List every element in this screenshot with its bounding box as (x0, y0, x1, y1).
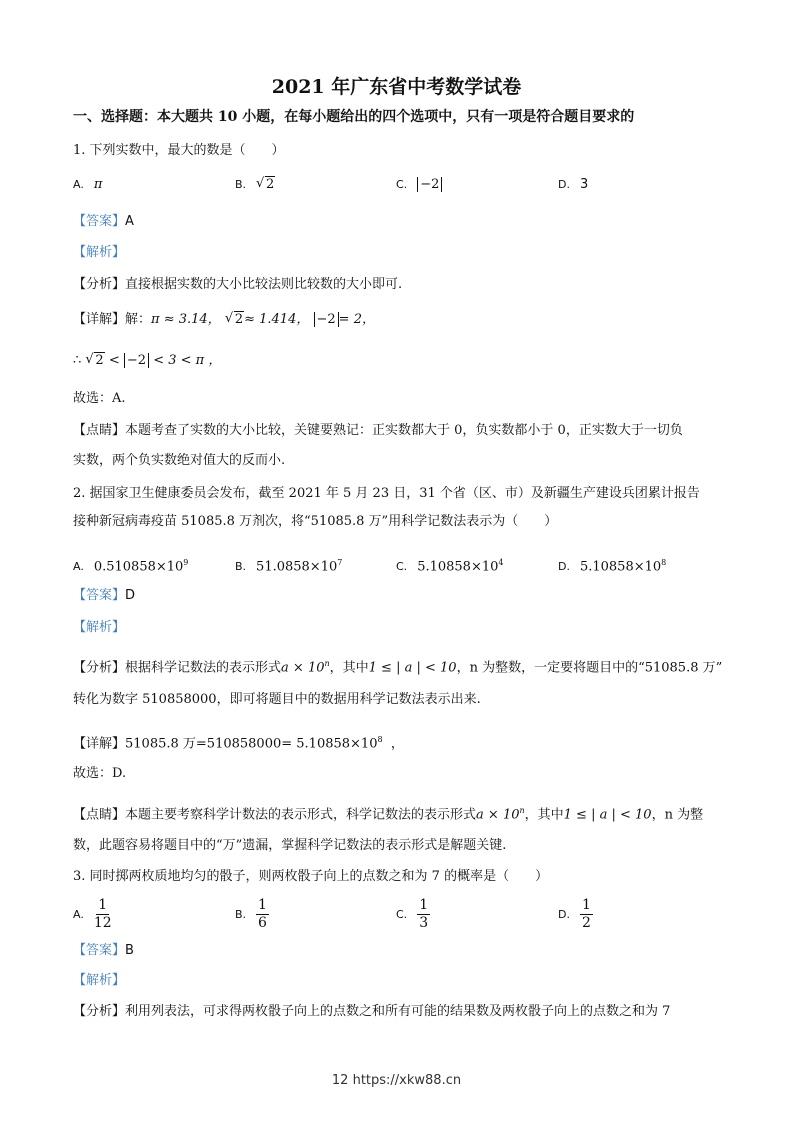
fenxi-text: 利用列表法，可求得两枚骰子向上的点数之和所有可能的结果数及两枚骰子向上的点数之和为 7 (125, 1004, 671, 1019)
fenxi-formula: a × 10 (281, 660, 325, 676)
q2-option-d-base: 5.10858×10 (579, 559, 662, 575)
q2-option-c-base: 5.10858×10 (417, 559, 499, 575)
q1-choose: 故选：A. (73, 391, 126, 406)
sqrt-two-ineq: √ 2 (85, 352, 104, 370)
xiangjie-abs: = 2， (338, 312, 375, 327)
q3-option-d-fraction (580, 897, 593, 932)
q3-option-c-fraction (417, 897, 430, 932)
q1-option-d-value: 3 (579, 177, 589, 192)
q2-dianjing-2: 数，此题容易将题目中的“万”遗漏，掌握科学记数法的表示形式是解题关键. (73, 838, 507, 853)
q1-option-b-value: 2 (266, 177, 275, 192)
sqrt-two: √ 2 (225, 311, 244, 329)
xiangjie-tag: 【详解】 (73, 736, 126, 752)
answer-tag: 【答案】 (73, 943, 126, 958)
dianjing-tag: 【点睛】 (73, 807, 126, 823)
q2-option-a[interactable] (73, 554, 188, 576)
q3-option-b-den: 6 (258, 915, 267, 931)
q3-option-b-num: 1 (258, 897, 267, 913)
xiangjie-tag: 【详解】 (73, 312, 126, 327)
fenxi-formula-exp: n (324, 659, 330, 668)
fenxi-text: 直接根据实数的大小比较法则比较数的大小即可. (125, 277, 403, 292)
fenxi-text-a: 根据科学记数法的表示形式 (125, 660, 282, 676)
dianjing-range: 1 ≤ | a | < 10 (563, 807, 652, 823)
q3-option-a-fraction (94, 897, 112, 932)
q3-option-a-num: 1 (98, 897, 108, 913)
fenxi-text-c: ，其中 (329, 660, 369, 676)
dianjing-text-a: 本题主要考察科学计数法的表示形式，科学记数法的表示形式 (125, 807, 477, 823)
q2-option-d-label: D. (558, 560, 570, 574)
xiangjie-pi: π ≈ 3.14， (151, 312, 221, 327)
q2-choose: 故选：D. (73, 766, 127, 781)
xiangjie-end: ， (390, 736, 404, 752)
dianjing-text-c: ，其中 (524, 807, 564, 823)
q2-xiangjie (73, 731, 404, 753)
fenxi-range: 1 ≤ | a | < 10 (368, 660, 457, 676)
therefore-end: < 3 < π ， (153, 353, 222, 368)
answer-value: A (125, 214, 134, 229)
q1-option-a-value: π (93, 177, 103, 192)
q2-option-b-exp: 7 (337, 558, 343, 567)
q3-answer (73, 942, 134, 960)
therefore-symbol: ∴ (73, 353, 82, 368)
page-footer[interactable]: 12 https://xkw88.cn (331, 1073, 462, 1088)
q1-xiangjie (73, 311, 375, 329)
q2-option-c[interactable] (396, 554, 503, 576)
q1-option-a-label: A. (73, 178, 84, 191)
q2-fenxi-2: 转化为数字 510858000，即可将题目中的数据用科学记数法表示出来. (73, 692, 481, 707)
q2-option-c-exp: 4 (498, 558, 504, 567)
analysis-tag: 【解析】 (73, 973, 126, 988)
answer-tag: 【答案】 (73, 588, 126, 603)
q1-option-d-label: D. (558, 178, 570, 191)
q3-option-d-den: 2 (581, 915, 591, 931)
q2-option-b-base: 51.0858×10 (256, 559, 338, 575)
q2-fenxi-1 (73, 655, 722, 677)
q3-option-b-label: B. (235, 908, 247, 921)
q2-option-d[interactable] (558, 554, 666, 576)
q2-stem-1: 2. 据国家卫生健康委员会发布，截至 2021 年 5 月 23 日，31 个省（区、市）及新疆生产建设兵团累计报告 (73, 486, 700, 501)
answer-value: B (125, 943, 134, 958)
q1-stem: 1. 下列实数中，最大的数是（ ） (73, 143, 285, 158)
fenxi-tag: 【分析】 (73, 1004, 126, 1019)
analysis-tag: 【解析】 (73, 620, 126, 635)
q1-dianjing-1 (73, 422, 683, 440)
dianjing-formula: a × 10 (476, 807, 520, 823)
q3-option-c-num: 1 (419, 897, 429, 913)
q2-option-b[interactable] (235, 554, 342, 576)
q1-therefore (73, 352, 221, 370)
q1-option-a[interactable] (73, 176, 102, 194)
q1-answer (73, 213, 134, 231)
analysis-tag: 【解析】 (73, 245, 126, 260)
q3-option-c-label: C. (396, 908, 408, 921)
dianjing-formula-exp: n (519, 806, 525, 815)
q3-option-a[interactable] (73, 897, 112, 932)
q2-option-a-exp: 9 (183, 558, 189, 567)
xiangjie-text: 51085.8 万=510858000 (125, 736, 282, 752)
q2-option-a-base: 0.510858×10 (93, 559, 184, 575)
section-heading: 一、选择题：本大题共 10 小题，在每小题给出的四个选项中，只有一项是符合题目要求的 (73, 109, 635, 125)
q3-option-a-den: 12 (93, 915, 112, 931)
q2-option-b-label: B. (235, 560, 247, 574)
q3-option-c[interactable] (396, 897, 430, 932)
xiangjie-sqrt2: ≈ 1.414， (244, 312, 310, 327)
q1-option-c-label: C. (396, 178, 408, 191)
q1-option-c-value: −2 (417, 177, 442, 192)
q3-fenxi (73, 1003, 670, 1021)
fenxi-tag: 【分析】 (73, 277, 126, 292)
q1-option-c[interactable] (396, 176, 442, 194)
q1-fenxi (73, 276, 402, 294)
q1-option-d[interactable] (558, 176, 588, 194)
q3-option-a-label: A. (73, 908, 84, 921)
q3-option-d[interactable] (558, 897, 593, 932)
q3-option-b-fraction (256, 897, 269, 932)
page-title: 2021 年广东省中考数学试卷 (271, 76, 522, 98)
xiangjie-pre: 解： (125, 312, 152, 327)
q1-option-b[interactable] (235, 176, 275, 194)
xiangjie-math: = 5.10858×10 (281, 736, 378, 752)
q1-option-b-sqrt (256, 176, 275, 194)
q3-option-d-num: 1 (581, 897, 591, 913)
q3-option-c-den: 3 (419, 915, 429, 931)
fenxi-text-e: ，n 为整数，一定要将题目中的“51085.8 万” (456, 660, 723, 676)
q2-stem-2: 接种新冠病毒疫苗 51085.8 万剂次，将“51085.8 万”用科学记数法表示为（ ） (73, 514, 558, 529)
q1-dianjing-2: 实数，两个负实数绝对值大的反而小. (73, 453, 286, 468)
q3-option-d-label: D. (558, 908, 570, 921)
answer-value: D (125, 588, 136, 603)
therefore-mid: < (108, 353, 120, 368)
q2-answer (73, 587, 135, 605)
abs-neg-two-ineq: −2 (124, 353, 149, 368)
q2-option-d-exp: 8 (661, 558, 667, 567)
xiangjie-exp: 8 (377, 735, 383, 744)
q1-option-b-label: B. (235, 178, 247, 191)
q3-option-b[interactable] (235, 897, 269, 932)
q3-stem: 3. 同时掷两枚质地均匀的骰子，则两枚骰子向上的点数之和为 7 的概率是（ ） (73, 869, 549, 884)
dianjing-text: 本题考查了实数的大小比较，关键要熟记：正实数都大于 0，负实数都小于 0，正实数大于一切负 (125, 423, 683, 438)
q2-option-c-label: C. (396, 560, 408, 574)
answer-tag: 【答案】 (73, 214, 126, 229)
q2-option-a-label: A. (73, 560, 84, 574)
fenxi-tag: 【分析】 (73, 660, 126, 676)
abs-neg-two: −2 (314, 312, 339, 327)
dianjing-text-e: ，n 为整 (651, 807, 704, 823)
dianjing-tag: 【点睛】 (73, 423, 126, 438)
q2-dianjing-1 (73, 802, 703, 824)
